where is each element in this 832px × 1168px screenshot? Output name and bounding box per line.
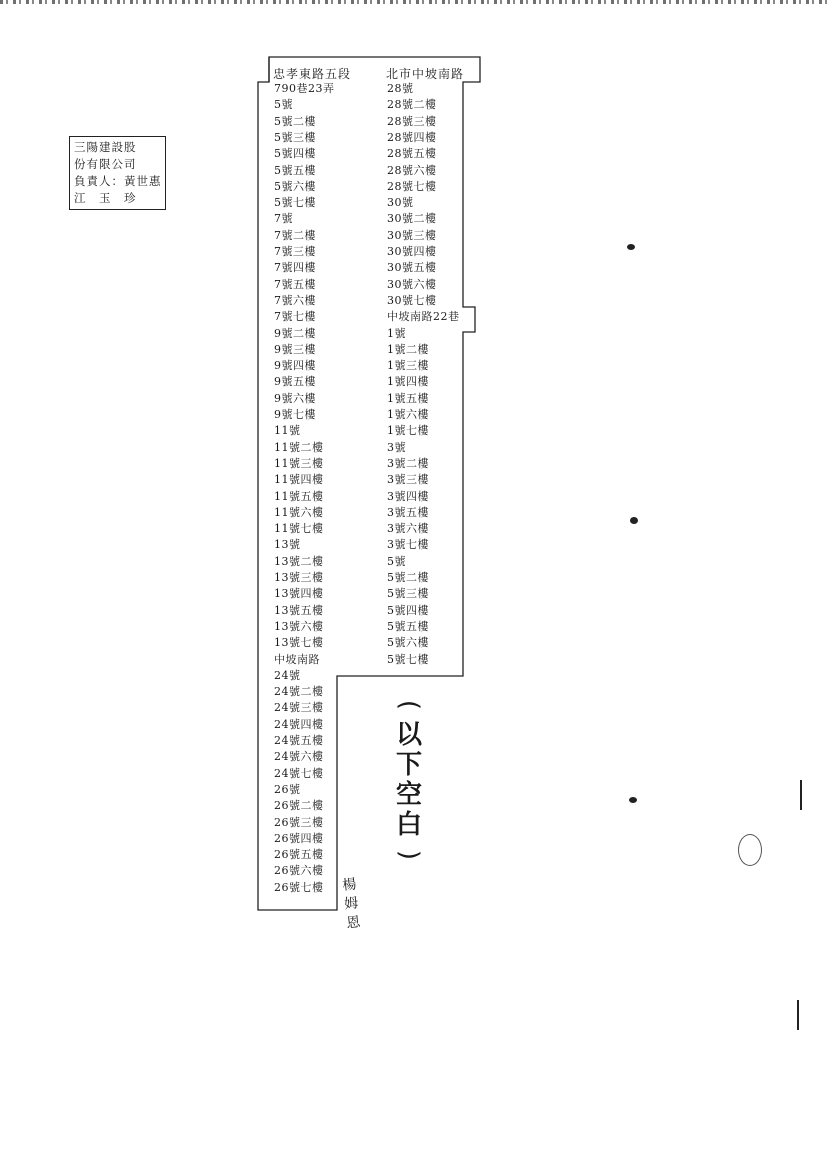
- address-line: 28號四樓: [387, 130, 437, 144]
- stamp-line: 負責人：黃世惠: [74, 174, 162, 188]
- seal-char: 姆: [343, 895, 360, 913]
- right-column-header: 北市中坡南路: [386, 67, 465, 81]
- address-line: 24號三樓: [274, 701, 324, 715]
- address-line: 30號: [387, 196, 414, 210]
- address-line: 9號四樓: [274, 359, 316, 373]
- address-line: 5號: [274, 98, 293, 112]
- address-line: 11號六樓: [274, 505, 324, 519]
- address-line: 7號六樓: [274, 293, 316, 307]
- address-line: 26號: [274, 782, 301, 796]
- address-line: 9號六樓: [274, 391, 316, 405]
- address-line: 7號: [274, 212, 293, 226]
- address-line: 28號六樓: [387, 163, 437, 177]
- address-line: 26號三樓: [274, 815, 324, 829]
- address-line: 5號六樓: [274, 179, 316, 193]
- address-line: 1號七樓: [387, 424, 429, 438]
- scan-speck: [629, 797, 637, 803]
- address-line: 5號三樓: [387, 587, 429, 601]
- address-line: 5號七樓: [387, 652, 429, 666]
- address-line: 24號六樓: [274, 750, 324, 764]
- address-line: 7號五樓: [274, 277, 316, 291]
- address-line: 13號六樓: [274, 619, 324, 633]
- address-line: 中坡南路: [274, 652, 320, 666]
- address-line: 5號六樓: [387, 636, 429, 650]
- seal-char: 恩: [345, 914, 362, 932]
- address-line: 26號六樓: [274, 864, 324, 878]
- address-line: 9號二樓: [274, 326, 316, 340]
- address-line: 5號二樓: [274, 114, 316, 128]
- address-line: 30號六樓: [387, 277, 437, 291]
- address-line: 9號三樓: [274, 342, 316, 356]
- seal-char: 楊: [341, 876, 358, 894]
- scan-speck: [630, 517, 638, 524]
- address-line: 26號二樓: [274, 799, 324, 813]
- address-line: 11號五樓: [274, 489, 324, 503]
- address-line: 5號: [387, 554, 406, 568]
- address-line: 11號四樓: [274, 473, 324, 487]
- address-line: 7號二樓: [274, 228, 316, 242]
- address-line: 30號二樓: [387, 212, 437, 226]
- address-line: 24號四樓: [274, 717, 324, 731]
- address-line: 13號三樓: [274, 571, 324, 584]
- address-line: 28號三樓: [387, 114, 437, 128]
- address-line: 5號四樓: [274, 147, 316, 161]
- address-line: 30號五樓: [387, 261, 437, 275]
- address-line: 24號: [274, 668, 301, 682]
- address-line: 5號七樓: [274, 196, 316, 210]
- scan-speck: [738, 834, 762, 866]
- address-line: 3號五樓: [387, 505, 429, 519]
- address-line: 3號二樓: [387, 456, 429, 470]
- address-line: 5號五樓: [274, 163, 316, 177]
- address-line: 1號六樓: [387, 408, 429, 421]
- address-line: 1號: [387, 326, 406, 340]
- address-line: 13號: [274, 538, 301, 552]
- address-line: 11號: [274, 424, 301, 438]
- address-line: 13號四樓: [274, 587, 324, 601]
- address-line: 1號三樓: [387, 359, 429, 373]
- note-char: 以: [395, 720, 422, 750]
- address-line: 24號二樓: [274, 685, 324, 699]
- address-line: 28號七樓: [387, 179, 437, 193]
- address-line: 13號五樓: [274, 603, 324, 617]
- scan-edge-noise: [0, 0, 832, 4]
- address-line: 3號六樓: [387, 522, 429, 536]
- address-line: 11號七樓: [274, 522, 324, 536]
- note-char: 白: [395, 810, 422, 840]
- address-line: 中坡南路22巷: [387, 310, 460, 324]
- address-line: 30號三樓: [387, 228, 437, 242]
- address-line: 5號四樓: [387, 603, 429, 617]
- address-line: 28號五樓: [387, 147, 437, 161]
- scan-speck: [797, 1000, 799, 1030]
- note-paren-open: (: [394, 699, 424, 711]
- address-line: 26號七樓: [274, 880, 324, 894]
- address-line: 3號七樓: [387, 538, 429, 552]
- address-line: 7號四樓: [274, 261, 316, 275]
- personal-seal: [332, 874, 375, 963]
- address-line: 3號三樓: [387, 473, 429, 487]
- address-line: 1號五樓: [387, 391, 429, 405]
- address-line: 7號七樓: [274, 310, 316, 324]
- note-paren-close: ): [394, 849, 424, 861]
- address-line: 9號七樓: [274, 408, 316, 421]
- address-line: 30號四樓: [387, 245, 437, 258]
- address-line: 13號二樓: [274, 554, 324, 568]
- address-line: 13號七樓: [274, 636, 324, 650]
- address-line: 1號四樓: [387, 375, 429, 389]
- left-column-header: 忠孝東路五段: [273, 67, 352, 81]
- address-line: 26號四樓: [274, 831, 324, 845]
- note-char: 下: [395, 750, 422, 780]
- address-line: 7號三樓: [274, 245, 316, 258]
- address-line: 11號三樓: [274, 456, 324, 470]
- address-line: 24號五樓: [274, 734, 324, 747]
- scan-speck: [800, 780, 802, 810]
- address-line: 1號二樓: [387, 342, 429, 356]
- address-line: 790巷23弄: [274, 82, 335, 95]
- address-line: 26號五樓: [274, 848, 324, 862]
- address-line: 5號五樓: [387, 619, 429, 633]
- scan-speck: [627, 244, 635, 250]
- address-line: 30號七樓: [387, 293, 437, 307]
- address-line: 9號五樓: [274, 375, 316, 389]
- address-line: 28號: [387, 82, 414, 95]
- address-line: 28號二樓: [387, 98, 437, 112]
- address-line: 5號三樓: [274, 130, 316, 144]
- stamp-line: 份有限公司: [74, 157, 137, 171]
- address-line: 3號: [387, 440, 406, 454]
- stamp-line: 三陽建設股: [74, 140, 137, 154]
- address-line: 11號二樓: [274, 440, 324, 454]
- address-line: 5號二樓: [387, 571, 429, 584]
- address-line: 3號四樓: [387, 489, 429, 503]
- blank-below-note: [389, 690, 429, 870]
- stamp-line: 江 玉 珍: [74, 191, 137, 205]
- note-char: 空: [395, 780, 422, 810]
- address-line: 24號七樓: [274, 766, 324, 780]
- company-stamp: [69, 136, 166, 210]
